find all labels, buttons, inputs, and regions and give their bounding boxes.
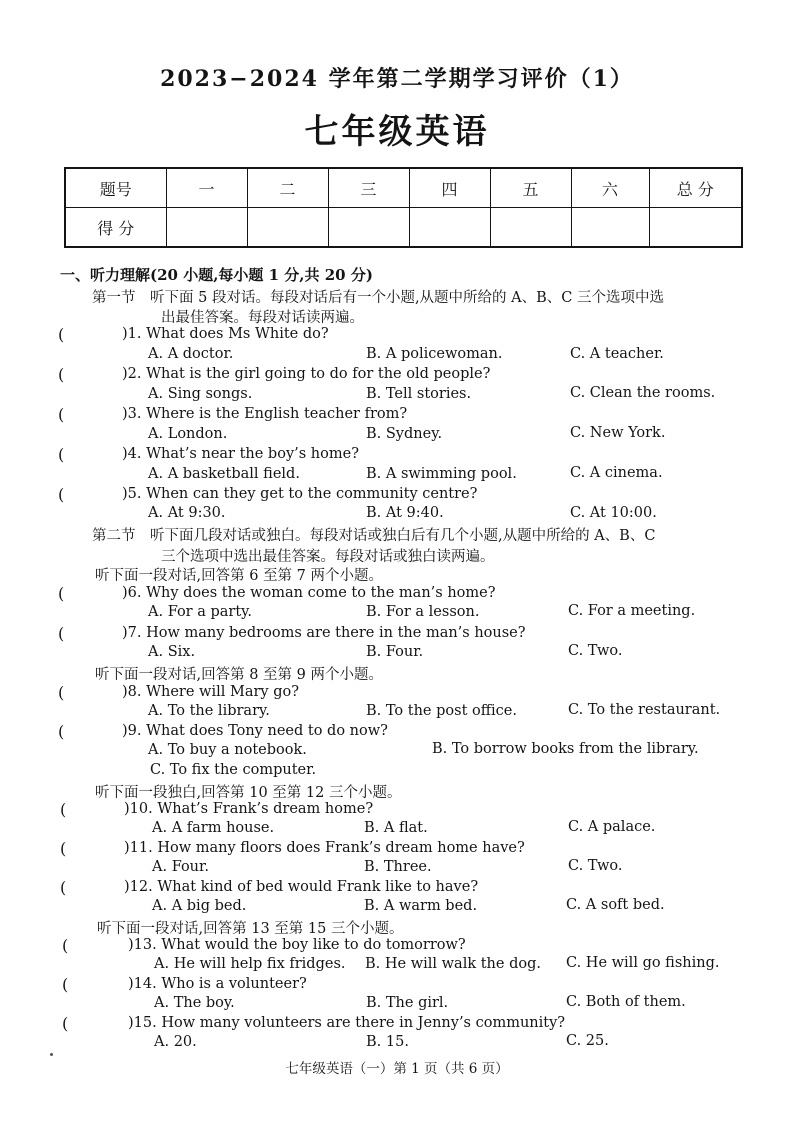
option-a: A. For a party. bbox=[148, 604, 253, 620]
option-c: C. He will go fishing. bbox=[566, 955, 720, 971]
option-b: B. Tell stories. bbox=[366, 386, 472, 402]
score-row-label: 得 分 bbox=[65, 208, 166, 248]
question-4: )4. What’s near the boy’s home? bbox=[122, 446, 359, 462]
question-8: )8. Where will Mary go? bbox=[122, 684, 299, 700]
score-header-cell: 总 分 bbox=[649, 168, 742, 208]
answer-paren[interactable]: ( bbox=[60, 839, 67, 858]
score-header-cell: 五 bbox=[490, 168, 571, 208]
option-a: A. To the library. bbox=[148, 703, 270, 719]
option-b: B. He will walk the dog. bbox=[365, 956, 541, 972]
question-10: )10. What’s Frank’s dream home? bbox=[124, 801, 374, 817]
option-b: B. A policewoman. bbox=[366, 346, 503, 362]
listening-intro-6-7: 听下面一段对话,回答第 6 至第 7 两个小题。 bbox=[95, 568, 383, 584]
option-b: B. Four. bbox=[366, 644, 424, 660]
answer-paren[interactable]: ( bbox=[58, 365, 65, 384]
option-c: C. Both of them. bbox=[566, 994, 686, 1010]
listening-intro-10-12: 听下面一段独白,回答第 10 至第 12 三个小题。 bbox=[95, 785, 402, 801]
question-14: )14. Who is a volunteer? bbox=[128, 976, 307, 992]
answer-paren[interactable]: ( bbox=[58, 683, 65, 702]
option-c: C. New York. bbox=[570, 425, 666, 441]
question-6: )6. Why does the woman come to the man’s home? bbox=[122, 585, 496, 601]
answer-paren[interactable]: ( bbox=[60, 878, 67, 897]
score-cell[interactable] bbox=[409, 208, 490, 248]
option-c: C. To the restaurant. bbox=[568, 702, 721, 718]
score-cell[interactable] bbox=[490, 208, 571, 248]
option-c: C. At 10:00. bbox=[570, 505, 657, 521]
answer-paren[interactable]: ( bbox=[60, 800, 67, 819]
score-header-cell: 四 bbox=[409, 168, 490, 208]
section-title: 一、听力理解(20 小题,每小题 1 分,共 20 分) bbox=[60, 266, 373, 284]
question-13: )13. What would the boy like to do tomorrow? bbox=[128, 937, 466, 953]
score-cell[interactable] bbox=[571, 208, 649, 248]
question-1: )1. What does Ms White do? bbox=[122, 326, 329, 342]
answer-paren[interactable]: ( bbox=[58, 722, 65, 741]
score-cell[interactable] bbox=[328, 208, 409, 248]
exam-title: 2023−2024 学年第二学期学习评价（1） bbox=[160, 66, 634, 92]
question-15: )15. How many volunteers are there in Jenny’s community? bbox=[128, 1015, 566, 1031]
option-a: A. He will help fix fridges. bbox=[154, 956, 346, 972]
option-b: B. A swimming pool. bbox=[366, 466, 517, 482]
option-c: C. 25. bbox=[566, 1033, 609, 1049]
question-7: )7. How many bedrooms are there in the man’s house? bbox=[122, 625, 526, 641]
part1-instruction-line1: 第一节 听下面 5 段对话。每段对话后有一个小题,从题中所给的 A、B、C 三个选项中选 bbox=[92, 290, 664, 306]
listening-intro-8-9: 听下面一段对话,回答第 8 至第 9 两个小题。 bbox=[95, 667, 383, 683]
option-a: A. The boy. bbox=[154, 995, 235, 1011]
option-b: B. 15. bbox=[366, 1034, 409, 1050]
score-header-cell: 题号 bbox=[65, 168, 166, 208]
option-b: B. To the post office. bbox=[366, 703, 517, 719]
option-a: A. Sing songs. bbox=[148, 386, 253, 402]
option-c: C. Two. bbox=[568, 643, 623, 659]
score-cell[interactable] bbox=[166, 208, 247, 248]
score-header-cell: 一 bbox=[166, 168, 247, 208]
option-c: C. A soft bed. bbox=[566, 897, 665, 913]
exam-subject: 七年级英语 bbox=[304, 112, 490, 152]
score-table-header-row bbox=[65, 168, 742, 208]
part2-instruction-line2: 三个选项中选出最佳答案。每段对话或独白读两遍。 bbox=[161, 549, 495, 565]
option-c: C. A teacher. bbox=[570, 346, 664, 362]
option-c: C. A cinema. bbox=[570, 465, 663, 481]
part2-instruction-line1: 第二节 听下面几段对话或独白。每段对话或独白后有几个小题,从题中所给的 A、B、C bbox=[92, 528, 656, 544]
question-11: )11. How many floors does Frank’s dream home have? bbox=[124, 840, 525, 856]
option-b: B. The girl. bbox=[366, 995, 449, 1011]
answer-paren[interactable]: ( bbox=[58, 445, 65, 464]
option-a: A. To buy a notebook. bbox=[148, 742, 307, 758]
option-a: A. A basketball field. bbox=[148, 466, 300, 482]
option-a: A. 20. bbox=[154, 1034, 197, 1050]
question-3: )3. Where is the English teacher from? bbox=[122, 406, 408, 422]
option-c: C. Two. bbox=[568, 858, 623, 874]
score-cell[interactable] bbox=[247, 208, 328, 248]
option-a: A. A big bed. bbox=[152, 898, 247, 914]
score-header-cell: 二 bbox=[247, 168, 328, 208]
listening-intro-13-15: 听下面一段对话,回答第 13 至第 15 三个小题。 bbox=[97, 921, 404, 937]
score-header-cell: 六 bbox=[571, 168, 649, 208]
option-a: A. Four. bbox=[152, 859, 209, 875]
question-5: )5. When can they get to the community centre? bbox=[122, 486, 478, 502]
answer-paren[interactable]: ( bbox=[62, 936, 69, 955]
option-b: B. A warm bed. bbox=[364, 898, 478, 914]
option-a: A. At 9:30. bbox=[148, 505, 226, 521]
answer-paren[interactable]: ( bbox=[58, 405, 65, 424]
question-9: )9. What does Tony need to do now? bbox=[122, 723, 388, 739]
answer-paren[interactable]: ( bbox=[58, 624, 65, 643]
option-b: B. To borrow books from the library. bbox=[432, 741, 699, 757]
option-b: B. Sydney. bbox=[366, 426, 443, 442]
score-table bbox=[64, 167, 743, 248]
option-b: B. For a lesson. bbox=[366, 604, 480, 620]
option-c: C. A palace. bbox=[568, 819, 656, 835]
option-c: C. For a meeting. bbox=[568, 603, 696, 619]
score-table-score-row bbox=[65, 208, 742, 248]
option-c: C. To fix the computer. bbox=[150, 762, 317, 778]
score-header-cell: 三 bbox=[328, 168, 409, 208]
score-cell[interactable] bbox=[649, 208, 742, 248]
answer-paren[interactable]: ( bbox=[62, 975, 69, 994]
option-a: A. A doctor. bbox=[148, 346, 234, 362]
option-a: A. London. bbox=[148, 426, 228, 442]
answer-paren[interactable]: ( bbox=[58, 485, 65, 504]
part1-instruction-line2: 出最佳答案。每段对话读两遍。 bbox=[161, 310, 364, 326]
option-b: B. A flat. bbox=[364, 820, 428, 836]
question-12: )12. What kind of bed would Frank like to have? bbox=[124, 879, 479, 895]
question-2: )2. What is the girl going to do for the old people? bbox=[122, 366, 491, 382]
scan-speck bbox=[50, 1053, 53, 1056]
option-a: A. Six. bbox=[148, 644, 196, 660]
option-a: A. A farm house. bbox=[152, 820, 275, 836]
answer-paren[interactable]: ( bbox=[58, 584, 65, 603]
option-b: B. At 9:40. bbox=[366, 505, 444, 521]
answer-paren[interactable]: ( bbox=[62, 1014, 69, 1033]
page-footer: 七年级英语（一）第 1 页（共 6 页） bbox=[285, 1061, 509, 1077]
option-b: B. Three. bbox=[364, 859, 432, 875]
answer-paren[interactable]: ( bbox=[58, 325, 65, 344]
option-c: C. Clean the rooms. bbox=[570, 385, 716, 401]
